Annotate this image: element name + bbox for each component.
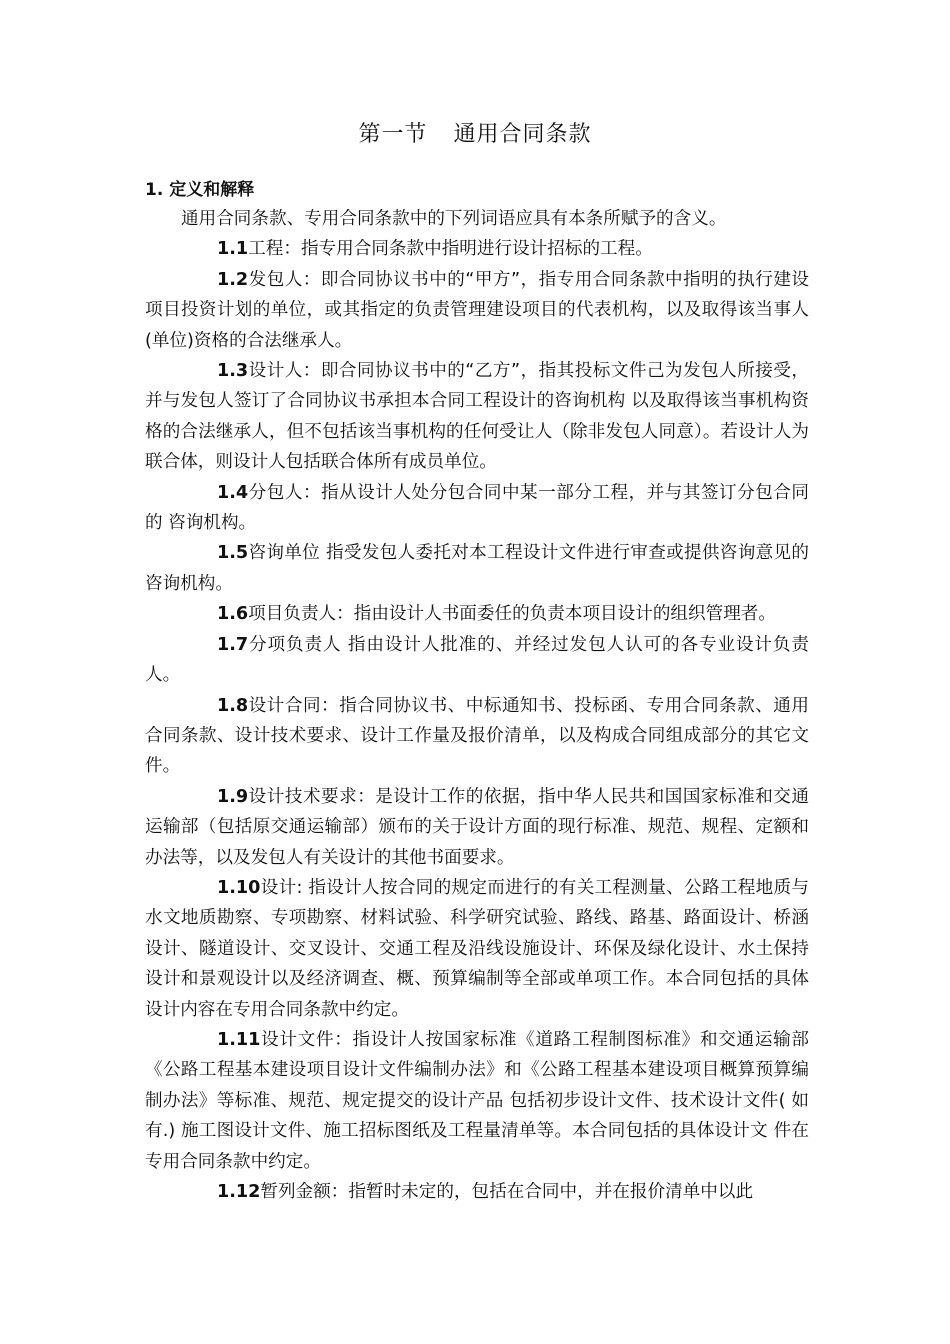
intro-paragraph: 通用合同条款、专用合同条款中的下列词语应具有本条所赋予的含义。 xyxy=(181,209,727,229)
clause-number: 1.8 xyxy=(217,695,249,716)
clause-text: 项目负责人：指由设计人书面委任的负责本项目设计的组织管理者。 xyxy=(248,604,776,625)
clause-text: 暂列金额：指暂时未定的，包括在合同中，并在报价清单中以此 xyxy=(260,1182,754,1202)
clause-text: 设计合同：指合同协议书、中标通知书、投标函、专用合同条款、通用合同条款、设计技术要求、设计工作量及报价清单，以及构成合同组成部分的其它文件。 xyxy=(145,695,809,777)
clause-number: 1.7 xyxy=(217,634,249,655)
section-number: 第一节 xyxy=(358,122,428,147)
clause-paragraph xyxy=(145,478,809,539)
clause-paragraph xyxy=(145,234,809,264)
clause-number: 1.4 xyxy=(217,482,249,503)
clause-text: 分项负责人 指由设计人批准的、并经过发包人认可的各专业设计负责人。 xyxy=(145,634,809,686)
clause-paragraph xyxy=(145,691,809,782)
clause-text: 工程：指专用合同条款中指明进行设计招标的工程。 xyxy=(248,239,653,260)
clause-text: 分包人：指从设计人处分包合同中某一部分工程，并与其签订分包合同的 咨询机构。 xyxy=(145,482,809,534)
clause-text: 设计: 指设计人按合同的规定而进行的有关工程测量、公路工程地质与水文地质勘察、专项勘察、材料试验、科学研究试验、路线、路基、路面设计、桥涵设计、隧道设计、交叉设计、交通工程及沿线设施设计、环保及绿化设计、水土保持设计和景观设计以及经济调查、概、预算编制等全部或单项工作。本合同包括的具体设计内容在专用合同条款中约定。 xyxy=(145,877,809,1020)
clause-paragraph xyxy=(145,265,809,356)
clause-text: 设计技术要求：是设计工作的依据，指中华人民共和国国家标准和交通运输部（包括原交通运输部）颁布的关于设计方面的现行标准、规范、规程、定额和办法等，以及发包人有关设计的其他书面要求。 xyxy=(145,786,809,868)
clause-paragraph xyxy=(145,1177,809,1207)
section-name: 通用合同条款 xyxy=(453,122,592,147)
clause-number: 1.2 xyxy=(217,269,249,290)
clause-paragraph xyxy=(145,599,809,629)
clause-text: 咨询单位 指受发包人委托对本工程设计文件进行审查或提供咨询意见的咨询机构。 xyxy=(145,543,809,594)
clause-number: 1.9 xyxy=(217,786,249,807)
clause-text: 设计文件：指设计人按国家标准《道路工程制图标准》和交通运输部《公路工程基本建设项目设计文件编制办法》和《公路工程基本建设项目概算预算编制办法》等标准、规范、规定提交的设计产品 包括初步设计文件、技术设计文件( 如 有.) 施工图设计文件、施工招标图纸及工程量清单等。本合同包括的具体设计文 件在专用合同条款中约定。 xyxy=(145,1029,809,1172)
clause-paragraph xyxy=(145,538,809,599)
clause-paragraph xyxy=(145,356,809,478)
clause-number: 1.5 xyxy=(217,543,249,564)
clause-paragraph xyxy=(145,1025,809,1177)
clause-text: 设计人：即合同协议书中的“乙方”，指其投标文件己为发包人所接受，并与发包人签订了合同协议书承担本合同工程设计的咨询机构 以及取得该当事机构资格的合法继承人，但不包括该当事机构的任何受让人（除非发包人同意）。若设计人为联合体，则设计人包括联合体所有成员单位。 xyxy=(145,361,809,473)
section-title xyxy=(0,118,950,152)
clause-paragraph xyxy=(145,782,809,873)
clause-number: 1.6 xyxy=(217,604,249,625)
definitions-body xyxy=(145,204,809,1207)
clause-paragraph xyxy=(145,630,809,691)
clause-paragraph xyxy=(145,873,809,1025)
clause-number: 1.10 xyxy=(217,877,261,898)
definitions-heading: 1. 定义和解释 xyxy=(145,180,255,200)
clause-text: 发包人：即合同协议书中的“甲方”，指专用合同条款中指明的执行建设项目投资计划的单位，或其指定的负责管理建设项目的代表机构，以及取得该当事人 (单位)资格的合法继承人。 xyxy=(145,269,809,351)
clause-number: 1.12 xyxy=(217,1182,261,1202)
clause-number: 1.11 xyxy=(217,1029,261,1050)
clause-number: 1.3 xyxy=(217,361,249,382)
clause-number: 1.1 xyxy=(217,239,249,260)
